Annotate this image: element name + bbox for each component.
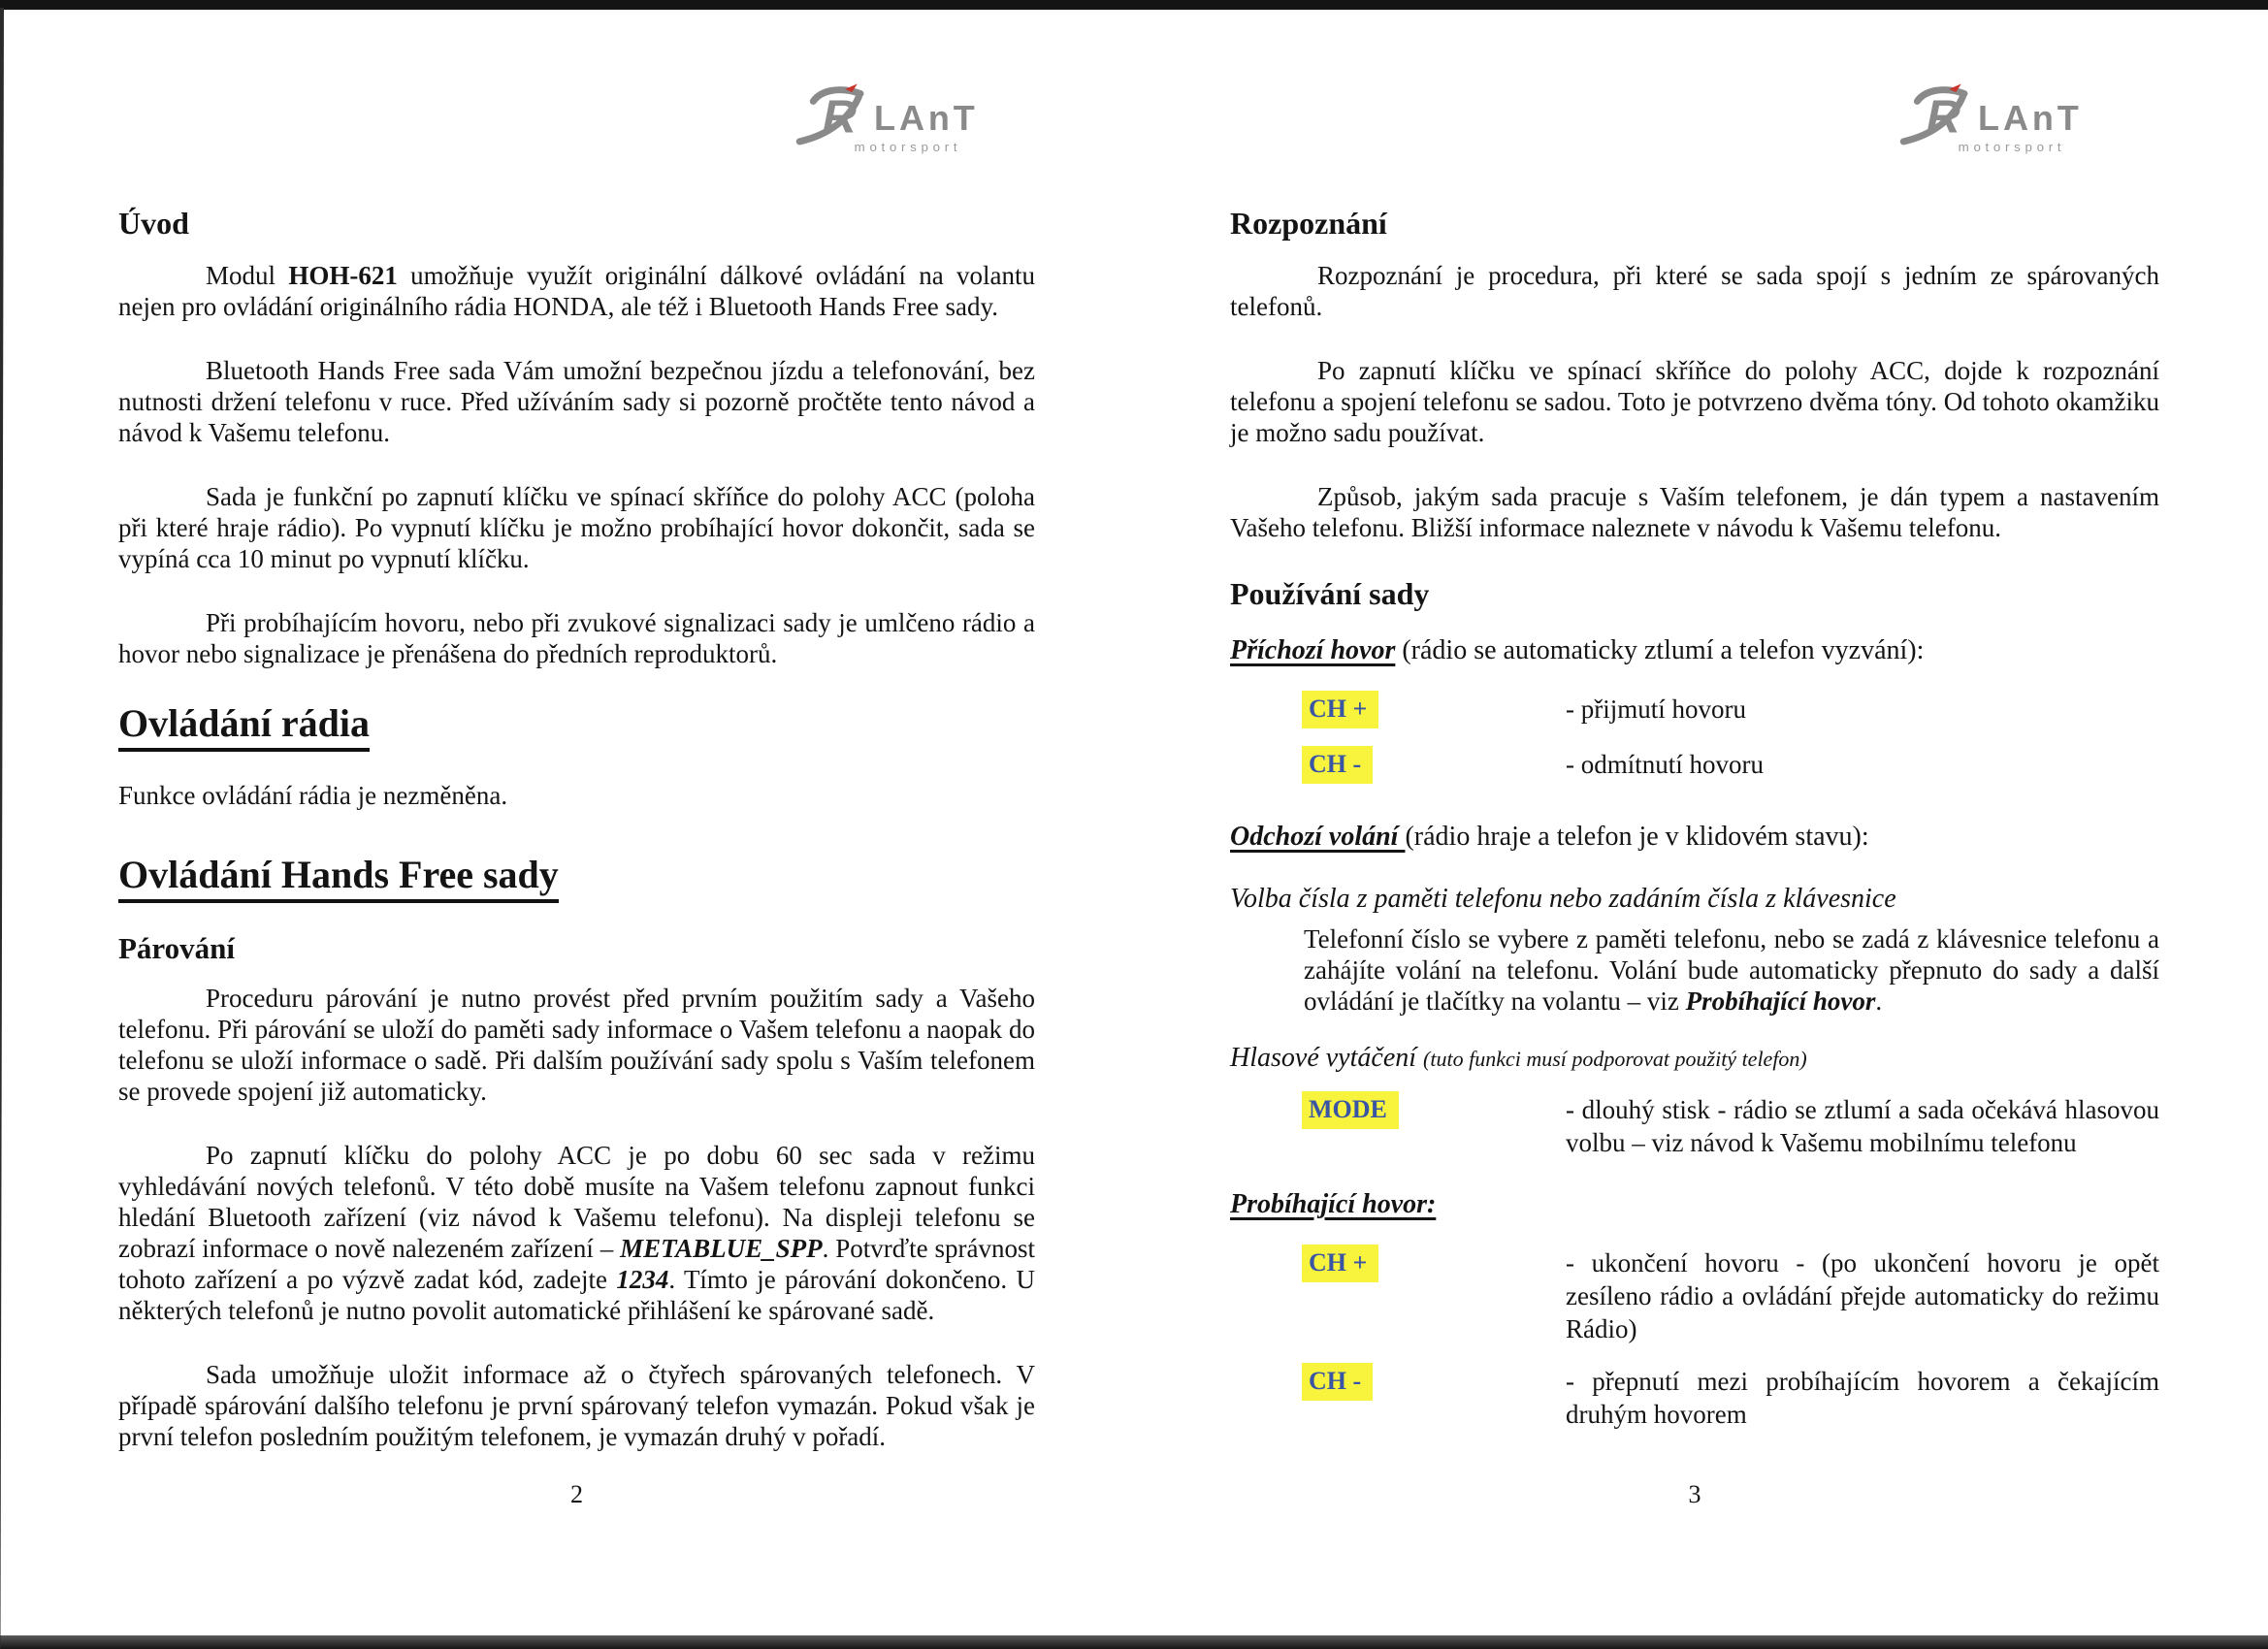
heading-ovladani-hands-free — [118, 854, 1035, 896]
key-cell — [1302, 1361, 1566, 1401]
paragraph-radio: Funkce ovládání rádia je nezměněna. — [118, 781, 508, 810]
paragraph-rozpoznani-1: Rozpoznání je procedura, při které se sada spojí s jedním ze spárovaných telefonů. — [1230, 261, 2159, 321]
key-description: - dlouhý stisk - rádio se ztlumí a sada očekává hlasovou volbu – viz návod k Vašemu mobilnímu telefonu — [1566, 1095, 2159, 1157]
text-segment: . — [1875, 986, 1883, 1016]
subheading-volba-cisla: Volba čísla z paměti telefonu nebo zadáním čísla z klávesnice — [1230, 884, 1896, 914]
subheading-note: (rádio se automaticky ztlumí a telefon vyzvání): — [1395, 635, 1925, 665]
paragraph-intro-2: Bluetooth Hands Free sada Vám umožní bezpečnou jízdu a telefonování, bez nutnosti držení telefonu v ruce. Před užíváním sady si pozorně pročtěte tento návod a návod k Vašemu telefonu. — [118, 356, 1035, 447]
key-cell — [1302, 689, 1566, 728]
subheading-label: Hlasové vytáčení — [1230, 1043, 1424, 1073]
subheading-label: Příchozí hovor — [1230, 635, 1396, 665]
pairing-code: 1234 — [616, 1265, 669, 1294]
text-segment: Telefonní číslo se vybere z paměti telefonu, nebo se zadá z klávesnice telefonu a zahájíte volání na telefonu. Volání bude automaticky přepnuto do sady a další ovládání je tlačítky na volantu – viz — [1304, 924, 2159, 1016]
cross-reference: Probíhající hovor — [1685, 986, 1876, 1016]
control-row-ch-plus — [1230, 689, 2159, 728]
ch-minus-key-label: CH - — [1302, 1363, 1373, 1401]
control-row-ch-minus — [1230, 744, 2159, 784]
heading-rozpoznani: Rozpoznání — [1230, 206, 1387, 241]
key-cell — [1302, 1243, 1566, 1282]
paragraph-intro-3: Sada je funkční po zapnutí klíčku ve spínací skříňce do polohy ACC (poloha při které hraje rádio). Po vypnutí klíčku je možno probíhající hovor dokončit, sada se vypíná cca 10 minut po vypnutí klíčku. — [118, 482, 1035, 573]
page-3 — [1230, 206, 2159, 1517]
paragraph-volba-cisla — [1230, 923, 2159, 1017]
heading-ovladani-radia — [118, 702, 1035, 745]
subheading-prichozi-hovor — [1230, 634, 2159, 667]
control-row-ch-minus-active — [1230, 1361, 2159, 1431]
control-row-mode — [1230, 1089, 2159, 1159]
scan-edge-left — [0, 8, 4, 1649]
key-description: - odmítnutí hovoru — [1566, 750, 1764, 779]
skrlant-motorsport-logo — [1897, 81, 2125, 157]
subheading-hlasove-vytaceni — [1230, 1042, 2159, 1076]
subheading-label: Probíhající hovor: — [1230, 1189, 1437, 1219]
key-cell — [1302, 1089, 1566, 1129]
subheading-label: Odchozí volání — [1230, 822, 1406, 852]
control-row-ch-plus-active — [1230, 1243, 2159, 1345]
skrlant-motorsport-logo — [794, 81, 1021, 157]
key-cell — [1302, 744, 1566, 784]
subheading-odchozi-volani — [1230, 821, 2159, 854]
logo-wordmark: LAnT — [1978, 98, 2083, 139]
paragraph-intro-1 — [118, 260, 1035, 322]
device-name: METABLUE_SPP — [620, 1234, 823, 1263]
logo-wordmark: LAnT — [874, 98, 979, 139]
paragraph-parovani-3: Sada umožňuje uložit informace až o čtyřech spárovaných telefonech. V případě spárování dalšího telefonu je první spárovaný telefon vymazán. Pokud však je první telefon posledním použitým telefonem, je vymazán druhý v pořadí. — [118, 1360, 1035, 1451]
scan-edge-top — [0, 0, 2268, 10]
text-segment: . Tímto je párování dokončeno. U některých telefonů je nutno povolit automatické přihlášení ke spárované sadě. — [118, 1265, 1035, 1325]
ch-plus-key-label: CH + — [1302, 1245, 1378, 1282]
paragraph-rozpoznani-3: Způsob, jakým sada pracuje s Vaším telefonem, je dán typem a nastavením Vašeho telefonu. Bližší informace naleznete v návodu k Vašemu telefonu. — [1230, 482, 2159, 542]
ch-minus-key-label: CH - — [1302, 746, 1373, 784]
text-segment: . Potvrďte správnost tohoto zařízení a po výzvě zadat kód, zadejte — [118, 1234, 1035, 1294]
subheading-probihajici-hovor — [1230, 1188, 2159, 1221]
heading-parovani: Párování — [118, 931, 235, 965]
logo-tagline: motorsport — [1958, 140, 2066, 155]
heading-text: Ovládání rádia — [118, 701, 370, 752]
paragraph-parovani-1: Proceduru párování je nutno provést před prvním použitím sady a Vašeho telefonu. Při párování se uloží do paměti sady informace o Vašem telefonu a naopak do telefonu se uloží informace o sadě. Při dalším používání sady spolu s Vaším telefonem se provede spojení již automaticky. — [118, 984, 1035, 1106]
paragraph-intro-4: Při probíhajícím hovoru, nebo při zvukové signalizaci sady je umlčeno rádio a hovor nebo signalizace je přenášena do předních reproduktorů. — [118, 608, 1035, 668]
ch-plus-key-label: CH + — [1302, 691, 1378, 728]
heading-text: Ovládání Hands Free sady — [118, 853, 559, 903]
text-segment: Modul — [206, 261, 289, 290]
text-segment: Po zapnutí klíčku do polohy ACC je po dobu 60 sec sada v režimu vyhledávání nových telefonů. V této době musíte na Vašem telefonu zapnout funkci hledání Bluetooth zařízení (viz návod k Vašemu telefonu). Na displeji telefonu se zobrazí informace o nově nalezeném zařízení – — [118, 1141, 1035, 1263]
paragraph-parovani-2 — [118, 1140, 1035, 1326]
page-2 — [118, 206, 1035, 1517]
logo-letter-r: R — [1926, 90, 1960, 144]
key-description: - přepnutí mezi probíhajícím hovorem a čekajícím druhým hovorem — [1566, 1367, 2159, 1429]
model-number: HOH-621 — [288, 261, 398, 290]
logo-tagline: motorsport — [854, 140, 962, 155]
page-number: 3 — [1688, 1480, 1701, 1508]
page-number: 2 — [570, 1480, 583, 1508]
scan-edge-bottom — [0, 1635, 2268, 1649]
subheading-note: (tuto funkci musí podporovat použitý telefon) — [1423, 1047, 1807, 1071]
logo-letter-r: R — [822, 90, 857, 144]
heading-uvod: Úvod — [118, 206, 189, 241]
heading-pouzivani-sady: Používání sady — [1230, 576, 1430, 611]
text-segment: umožňuje využít originální dálkové ovládání na volantu nejen pro ovládání originálního rádia HONDA, ale též i Bluetooth Hands Free sady. — [118, 261, 1035, 321]
key-description: - ukončení hovoru - (po ukončení hovoru je opět zesíleno rádio a ovládání přejde automaticky do režimu Rádio) — [1566, 1248, 2159, 1343]
mode-key-label: MODE — [1302, 1091, 1399, 1129]
paragraph-rozpoznani-2: Po zapnutí klíčku ve spínací skříňce do polohy ACC, dojde k rozpoznání telefonu a spojení telefonu se sadou. Toto je potvrzeno dvěma tóny. Od tohoto okamžiku je možno sadu používat. — [1230, 356, 2159, 447]
key-description: - přijmutí hovoru — [1566, 695, 1746, 724]
subheading-note: (rádio hraje a telefon je v klidovém stavu): — [1405, 822, 1869, 852]
